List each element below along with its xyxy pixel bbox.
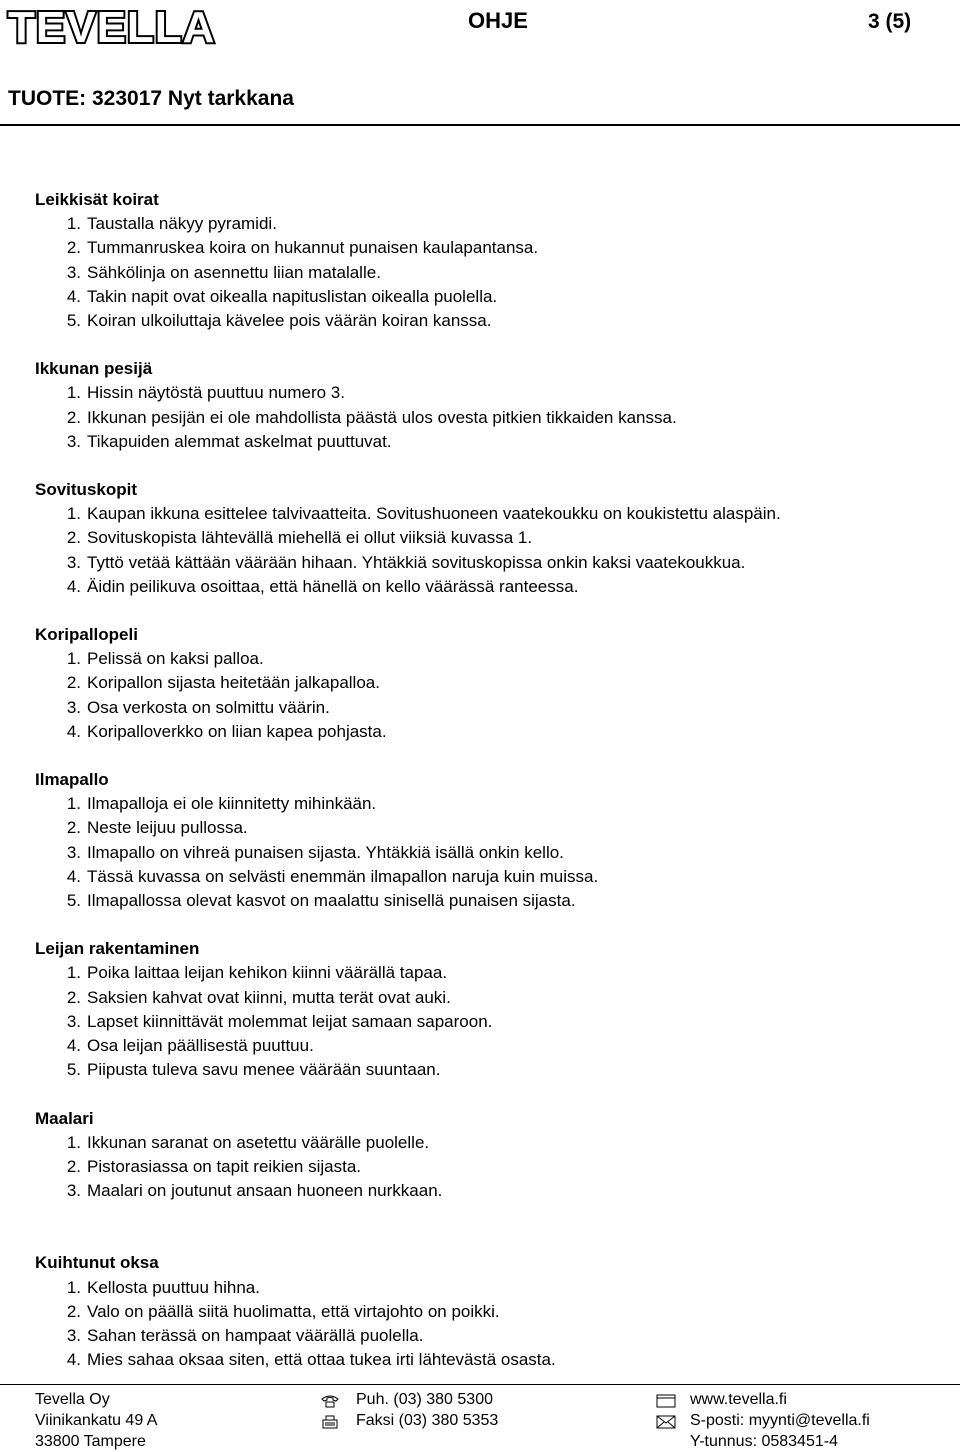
item-number: 1. [66, 504, 81, 524]
item-number: 3. [66, 1011, 81, 1031]
footer-contact [356, 1389, 498, 1431]
list-item [35, 671, 935, 695]
list-item [35, 575, 935, 599]
item-text: Ilmapallossa olevat kasvot on maalattu sinisellä punaisen sijasta. [87, 891, 576, 911]
item-number: 3. [66, 697, 81, 717]
list-item [35, 1131, 935, 1155]
fax-icon [320, 1415, 340, 1429]
item-number: 3. [66, 842, 81, 862]
list-item [35, 526, 935, 550]
section [35, 357, 935, 454]
list-item [35, 1179, 935, 1203]
list-item [35, 430, 935, 454]
footer-divider [0, 1384, 960, 1385]
list-item [35, 1324, 935, 1348]
item-number: 1. [66, 383, 81, 403]
section-title: Ilmapallo [35, 770, 109, 790]
section-title: Ikkunan pesijä [35, 359, 153, 379]
list-item [35, 889, 935, 913]
item-number: 2. [66, 238, 81, 258]
list-item [35, 502, 935, 526]
section-gap [35, 454, 935, 478]
list-item [35, 212, 935, 236]
item-number: 4. [66, 576, 81, 596]
item-text: Takin napit ovat oikealla napituslistan oikealla puolella. [87, 286, 498, 306]
item-text: Poika laittaa leijan kehikon kiinni väärällä tapaa. [87, 963, 448, 983]
list-item [35, 841, 935, 865]
section-title: Koripallopeli [35, 625, 138, 645]
item-number: 4. [66, 721, 81, 741]
item-text: Koripalloverkko on liian kapea pohjasta. [87, 721, 387, 741]
item-text: Piipusta tuleva savu menee väärään suuntaan. [87, 1060, 441, 1080]
item-number: 2. [66, 528, 81, 548]
list-item [35, 696, 935, 720]
item-text: Osa verkosta on solmittu väärin. [87, 697, 330, 717]
section-title: Leikkisät koirat [35, 190, 159, 209]
item-number: 4. [66, 1036, 81, 1056]
list-item [35, 1155, 935, 1179]
section-gap [35, 744, 935, 768]
tevella-logo [6, 0, 220, 52]
item-number: 3. [66, 1325, 81, 1345]
item-text: Ikkunan saranat on asetettu väärälle puolelle. [87, 1132, 430, 1152]
item-number: 5. [66, 1060, 81, 1080]
section [35, 188, 935, 333]
item-number: 3. [66, 1181, 81, 1201]
footer-fax: Faksi (03) 380 5353 [356, 1412, 499, 1429]
list-item [35, 551, 935, 575]
list-item [35, 261, 935, 285]
list-item [35, 792, 935, 816]
item-text: Tikapuiden alemmat askelmat puuttuvat. [87, 431, 392, 451]
list-item [35, 961, 935, 985]
item-text: Sovituskopista lähtevällä miehellä ei ollut viiksiä kuvassa 1. [87, 528, 533, 548]
logo-text: TEVELLA [8, 3, 216, 52]
instruction-content [35, 188, 935, 1372]
header-divider [0, 124, 960, 126]
web-icon [656, 1394, 676, 1408]
item-text: Sahan terässä on hampaat väärällä puolella. [87, 1325, 424, 1345]
item-text: Tässä kuvassa on selvästi enemmän ilmapallon naruja kuin muissa. [87, 866, 599, 886]
item-number: 1. [66, 963, 81, 983]
list-item [35, 1058, 935, 1082]
section [35, 1251, 935, 1372]
list-item [35, 285, 935, 309]
item-number: 2. [66, 1156, 81, 1176]
item-text: Pistorasiassa on tapit reikien sijasta. [87, 1156, 362, 1176]
item-text: Lapset kiinnittävät molemmat leijat samaan saparoon. [87, 1011, 493, 1031]
item-text: Kellosta puuttuu hihna. [87, 1277, 260, 1297]
item-number: 3. [66, 552, 81, 572]
list-item [35, 1010, 935, 1034]
list-item [35, 1348, 935, 1372]
item-text: Neste leijuu pullossa. [87, 818, 248, 838]
section-gap [35, 1083, 935, 1107]
item-number: 5. [66, 311, 81, 331]
list-item [35, 1034, 935, 1058]
product-title: TUOTE: 323017 Nyt tarkkana [8, 87, 294, 110]
list-item [35, 381, 935, 405]
item-text: Ikkunan pesijän ei ole mahdollista päästä ulos ovesta pitkien tikkaiden kanssa. [87, 407, 677, 427]
item-text: Ilmapalloja ei ole kiinnitetty mihinkään. [87, 794, 377, 814]
section [35, 1107, 935, 1204]
section-title: Leijan rakentaminen [35, 939, 200, 959]
item-number: 2. [66, 987, 81, 1007]
list-item [35, 986, 935, 1010]
section [35, 623, 935, 744]
section-title: Kuihtunut oksa [35, 1253, 159, 1273]
page-number: 3 (5) [868, 10, 912, 33]
item-number: 1. [66, 214, 81, 234]
list-item [35, 1276, 935, 1300]
section-gap [35, 599, 935, 623]
section [35, 768, 935, 913]
footer-web[interactable]: www.tevella.fi [690, 1391, 787, 1408]
item-text: Tyttö vetää kättään väärään hihaan. Yhtäkkiä sovituskopissa onkin kaksi vaatekoukkua. [87, 552, 746, 572]
list-item [35, 1300, 935, 1324]
section-title: Sovituskopit [35, 480, 138, 500]
footer-phone: Puh. (03) 380 5300 [356, 1391, 493, 1408]
item-number: 2. [66, 818, 81, 838]
item-number: 4. [66, 286, 81, 306]
footer-online [690, 1389, 870, 1452]
phone-icon [320, 1394, 340, 1408]
item-number: 1. [66, 794, 81, 814]
item-text: Pelissä on kaksi palloa. [87, 649, 264, 669]
footer [0, 1386, 960, 1451]
footer-company: Tevella Oy [35, 1391, 110, 1408]
item-number: 1. [66, 1277, 81, 1297]
item-number: 2. [66, 673, 81, 693]
item-text: Kaupan ikkuna esittelee talvivaatteita. Sovitushuoneen vaatekoukku on koukistettu alaspäin. [87, 504, 781, 524]
footer-business-id: Y-tunnus: 0583451-4 [690, 1433, 838, 1450]
section-gap [35, 333, 935, 357]
item-text: Maalari on joutunut ansaan huoneen nurkkaan. [87, 1181, 443, 1201]
item-text: Äidin peilikuva osoittaa, että hänellä on kello väärässä ranteessa. [87, 576, 579, 596]
item-text: Hissin näytöstä puuttuu numero 3. [87, 383, 345, 403]
item-number: 5. [66, 891, 81, 911]
item-text: Valo on päällä siitä huolimatta, että virtajohto on poikki. [87, 1301, 500, 1321]
list-item [35, 406, 935, 430]
item-text: Sähkölinja on asennettu liian matalalle. [87, 262, 381, 282]
section-title: Maalari [35, 1108, 94, 1128]
item-text: Mies sahaa oksaa siten, että ottaa tukea irti lähtevästä osasta. [87, 1350, 556, 1370]
section-gap [35, 913, 935, 937]
list-item [35, 816, 935, 840]
item-number: 1. [66, 649, 81, 669]
list-item [35, 309, 935, 333]
item-text: Koripallon sijasta heitetään jalkapalloa. [87, 673, 380, 693]
item-number: 2. [66, 1301, 81, 1321]
list-item [35, 865, 935, 889]
item-text: Tummanruskea koira on hukannut punaisen kaulapantansa. [87, 238, 539, 258]
item-number: 2. [66, 407, 81, 427]
list-item [35, 236, 935, 260]
section [35, 937, 935, 1082]
email-icon [656, 1415, 676, 1429]
list-item [35, 647, 935, 671]
item-number: 4. [66, 866, 81, 886]
item-number: 1. [66, 1132, 81, 1152]
footer-street: Viinikankatu 49 A [35, 1412, 158, 1429]
item-text: Ilmapallo on vihreä punaisen sijasta. Yhtäkkiä isällä onkin kello. [87, 842, 564, 862]
item-text: Taustalla näkyy pyramidi. [87, 214, 277, 234]
section-gap [35, 1203, 935, 1251]
footer-city: 33800 Tampere [35, 1433, 146, 1450]
document-type: OHJE [468, 8, 528, 33]
item-number: 4. [66, 1350, 81, 1370]
item-number: 3. [66, 262, 81, 282]
item-number: 3. [66, 431, 81, 451]
item-text: Osa leijan päällisestä puuttuu. [87, 1036, 314, 1056]
footer-address [35, 1389, 157, 1452]
item-text: Saksien kahvat ovat kiinni, mutta terät ovat auki. [87, 987, 451, 1007]
footer-email[interactable]: S-posti: myynti@tevella.fi [690, 1412, 870, 1429]
item-text: Koiran ulkoiluttaja kävelee pois väärän koiran kanssa. [87, 311, 492, 331]
section [35, 478, 935, 599]
list-item [35, 720, 935, 744]
